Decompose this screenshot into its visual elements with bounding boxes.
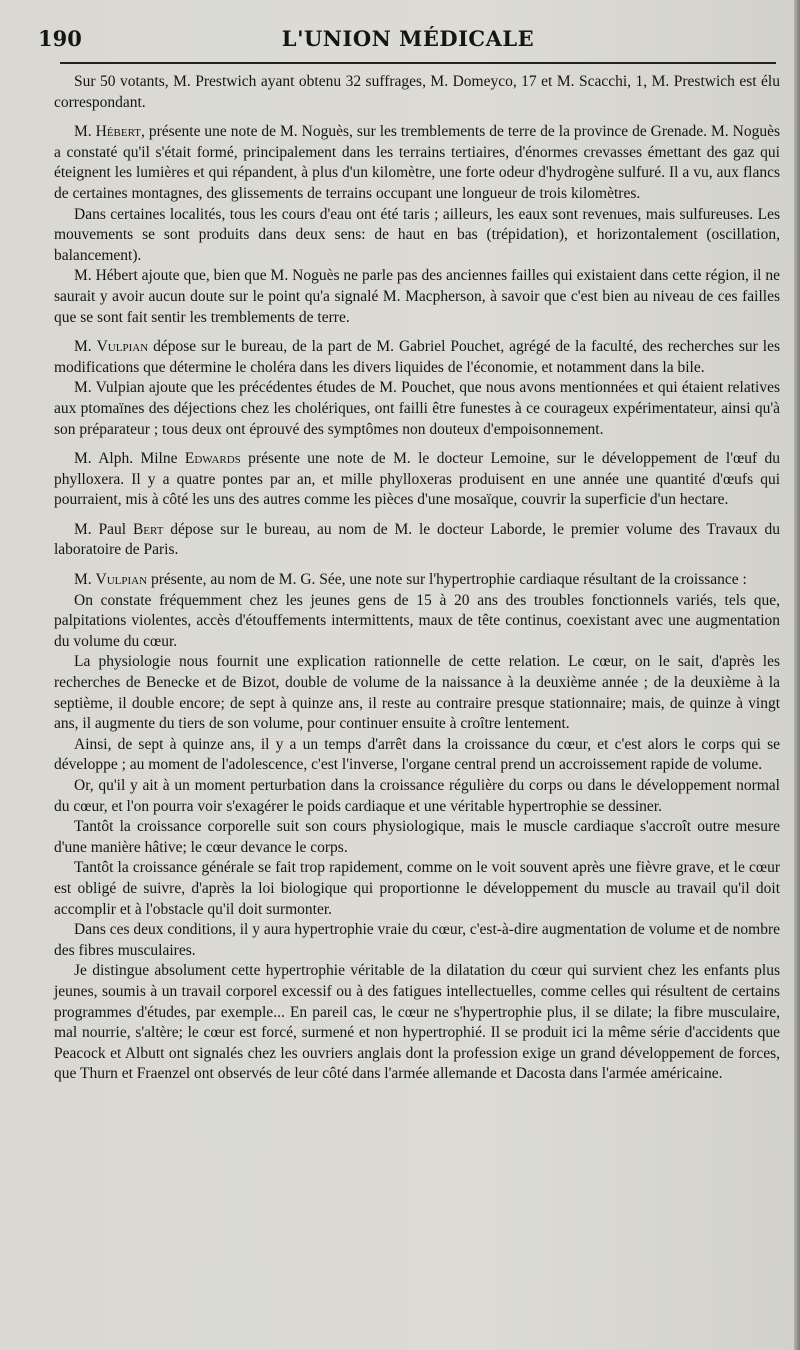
paragraph-temps-arret: Ainsi, de sept à quinze ans, il y a un temps d'arrêt dans la croissance du cœur, et c'est alors le corps qui se développe ; au moment de l'adolescence, c'est l'inverse, l'organe central prend un accroissement rapide de volume. xyxy=(54,735,780,774)
article-body xyxy=(54,72,780,1085)
paragraph-election: Sur 50 votants, M. Prestwich ayant obtenu 32 suffrages, M. Domeyco, 17 et M. Scacchi, 1, M. Prestwich est élu correspondant. xyxy=(54,73,780,111)
paragraph-dilatation: Je distingue absolument cette hypertrophie véritable de la dilatation du cœur qui survient chez les enfants plus jeunes, soumis à un travail corporel excessif ou à des fatigues intellectuelles, comme celles qui résultent de certains programmes d'études, par exemple... En pareil cas, le cœur ne s'hypertrophie plus, il se dilate; la fibre musculaire, mal nourrie, s'altère; le cœur est forcé, surmené et non hypertrophié. Il se produit ici la même série d'accidents que Peacock et Albutt ont signalés chez les ouvriers anglais dont la profession exige un grand développement de forces, que Thurn et Fraenzel ont observés de leur côté dans l'armée allemande et Dacosta dans l'armée américaine. xyxy=(54,962,780,1083)
paragraph-croissance-corporelle: Tantôt la croissance corporelle suit son cours physiologique, mais le muscle cardiaque s'accroît outre mesure d'une manière hâtive; le cœur devance le corps. xyxy=(54,818,780,856)
running-title: L'UNION MÉDICALE xyxy=(281,26,535,51)
paragraph-hebert-note: M. Hébert, présente une note de M. Noguès, sur les tremblements de terre de la province de Grenade. M. Noguès a constaté qu'il s'était formé, principalement dans les terrains tertiaires, d'énormes crevasses émettant des gaz qui éteignent les lumières et qui répandent, à plus d'un kilomètre, une forte odeur d'hydrogène sulfuré. Il a vu, aux flancs de certaines montagnes, des glissements de terrains occupant une longueur de trois kilomètres. xyxy=(54,123,780,202)
paragraph-troubles: On constate fréquemment chez les jeunes gens de 15 à 20 ans des troubles fonctionnels variés, tels que, palpitations violentes, accès d'étouffements intermittents, maux de tête continus, coexistant avec une augmentation du volume du cœur. xyxy=(54,591,780,650)
paragraph-physiologie: La physiologie nous fournit une explication rationnelle de cette relation. Le cœur, on le sait, d'après les recherches de Benecke et de Bizot, double de volume de la naissance à la deuxième année ; de la deuxième à la septième, il double encore; de sept à quinze ans, il reste au contraire presque stationnaire; mais, de quinze à vingt ans, il augmente du tiers de son volume, pour continuer ensuite à croître lentement. xyxy=(54,653,780,733)
paragraph-deux-conditions: Dans ces deux conditions, il y aura hypertrophie vraie du cœur, c'est-à-dire augmentation de volume et de nombre des fibres musculaires. xyxy=(54,921,780,959)
running-header xyxy=(38,26,778,52)
paragraph-rivers: Dans certaines localités, tous les cours d'eau ont été taris ; ailleurs, les eaux sont revenues, mais sulfureuses. Les mouvements se sont produits dans deux sens: de haut en bas (trépidation), et horizontalement (oscillation, balancement). xyxy=(54,205,780,264)
paragraph-bert-laborde: M. Paul Bert dépose sur le bureau, au nom de M. le docteur Laborde, le premier volume des Travaux du laboratoire de Paris. xyxy=(54,520,780,559)
paragraph-phylloxera: M. Alph. Milne Edwards présente une note de M. le docteur Lemoine, sur le développement de l'œuf du phylloxera. Il y a quatre pontes par an, et mille phylloxeras produisent en une année une quantité d'œufs qui pourraient, mis à côté les uns des autres comme les pièces d'une mosaïque, couvrir la superficie d'un hectare. xyxy=(54,450,780,509)
paragraph-croissance-generale: Tantôt la croissance générale se fait trop rapidement, comme on le voit souvent après une fièvre grave, et le cœur est obligé de suivre, d'après la loi biologique qui proportionne le développement du muscle au travail qu'il doit accomplir et à l'obstacle qu'il doit surmonter. xyxy=(54,859,780,918)
paragraph-failles: M. Hébert ajoute que, bien que M. Noguès ne parle pas des anciennes failles qui existaient dans cette région, il ne saurait y avoir aucun doute sur le point qu'a signalé M. Macpherson, à savoir que c'est bien au niveau de ces failles que se sont fait sentir les tremblements de terre. xyxy=(54,267,780,326)
header-rule xyxy=(60,62,776,64)
page-number: 190 xyxy=(38,26,82,51)
page-edge-shadow xyxy=(794,0,800,1350)
paragraph-perturbation: Or, qu'il y ait à un moment perturbation dans la croissance régulière du corps ou dans le développement normal du cœur, et l'on pourra voir s'exagérer le poids cardiaque et une véritable hypertrophie se dessiner. xyxy=(54,777,780,815)
paragraph-vulpian-see: M. Vulpian présente, au nom de M. G. Sée, une note sur l'hypertrophie cardiaque résultant de la croissance : xyxy=(74,571,747,589)
paragraph-ptomaines: M. Vulpian ajoute que les précédentes études de M. Pouchet, que nous avons mentionnées et qui étaient relatives aux ptomaïnes des déjections chez les cholériques, ont failli être funestes à ce courageux expérimentateur, ainsi qu'à son préparateur ; tous deux ont éprouvé des symptômes non douteux d'empoisonnement. xyxy=(54,379,780,438)
paragraph-vulpian-pouchet: M. Vulpian dépose sur le bureau, de la part de M. Gabriel Pouchet, agrégé de la faculté, des recherches sur les modifications que détermine le choléra dans les divers liquides de l'économie, et notamment dans la bile. xyxy=(54,338,780,376)
